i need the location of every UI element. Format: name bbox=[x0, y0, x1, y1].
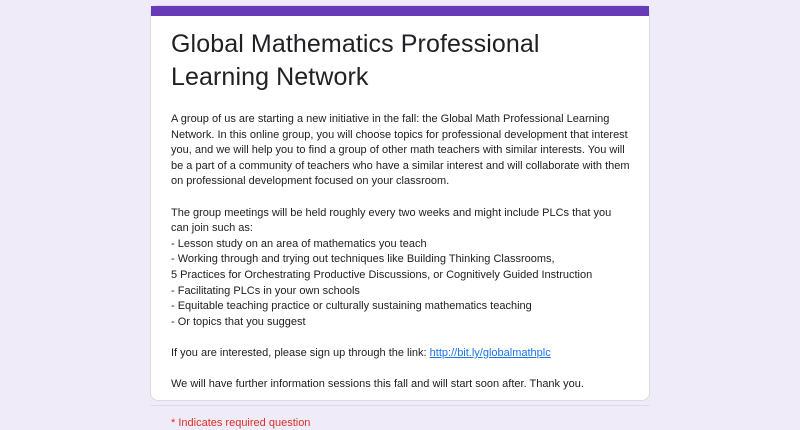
signup-link[interactable]: http://bit.ly/globalmathplc bbox=[429, 346, 551, 359]
signup-paragraph bbox=[171, 346, 631, 362]
description-paragraph-1: A group of us are starting a new initiative in the fall: the Global Math Professional Learning Network. In this online group, you will choose topics for professional development that interest you, and we will help you to find a group of other math teachers with similar interests. You will be a part of a community of teachers who have a similar interest and will collaborate with them on professional development focused on your classroom. bbox=[171, 113, 630, 188]
list-item: - Facilitating PLCs in your own schools bbox=[171, 284, 360, 297]
card-divider bbox=[151, 405, 649, 406]
form-header-card bbox=[150, 5, 650, 429]
description-paragraph-2: The group meetings will be held roughly every two weeks and might include PLCs that you can join such as: bbox=[171, 206, 612, 235]
list-item: - Working through and trying out techniques like Building Thinking Classrooms, bbox=[171, 253, 555, 266]
paragraph-gap bbox=[171, 330, 631, 346]
form-header-body bbox=[171, 28, 631, 393]
form-description bbox=[171, 112, 631, 393]
list-item: - Or topics that you suggest bbox=[171, 315, 306, 328]
signup-text: If you are interested, please sign up through the link: bbox=[171, 346, 430, 359]
list-item: 5 Practices for Orchestrating Productive Discussions, or Cognitively Guided Instruction bbox=[171, 268, 593, 281]
required-question-note: * Indicates required question bbox=[171, 417, 311, 429]
list-item: - Lesson study on an area of mathematics you teach bbox=[171, 237, 427, 250]
list-item: - Equitable teaching practice or culturally sustaining mathematics teaching bbox=[171, 300, 532, 313]
paragraph-gap bbox=[171, 190, 631, 206]
paragraph-gap bbox=[171, 362, 631, 378]
accent-bar bbox=[151, 6, 649, 16]
form-title: Global Mathematics Professional Learning Network bbox=[171, 30, 540, 91]
closing-paragraph: We will have further information sessions this fall and will start soon after. Thank you. bbox=[171, 378, 584, 391]
